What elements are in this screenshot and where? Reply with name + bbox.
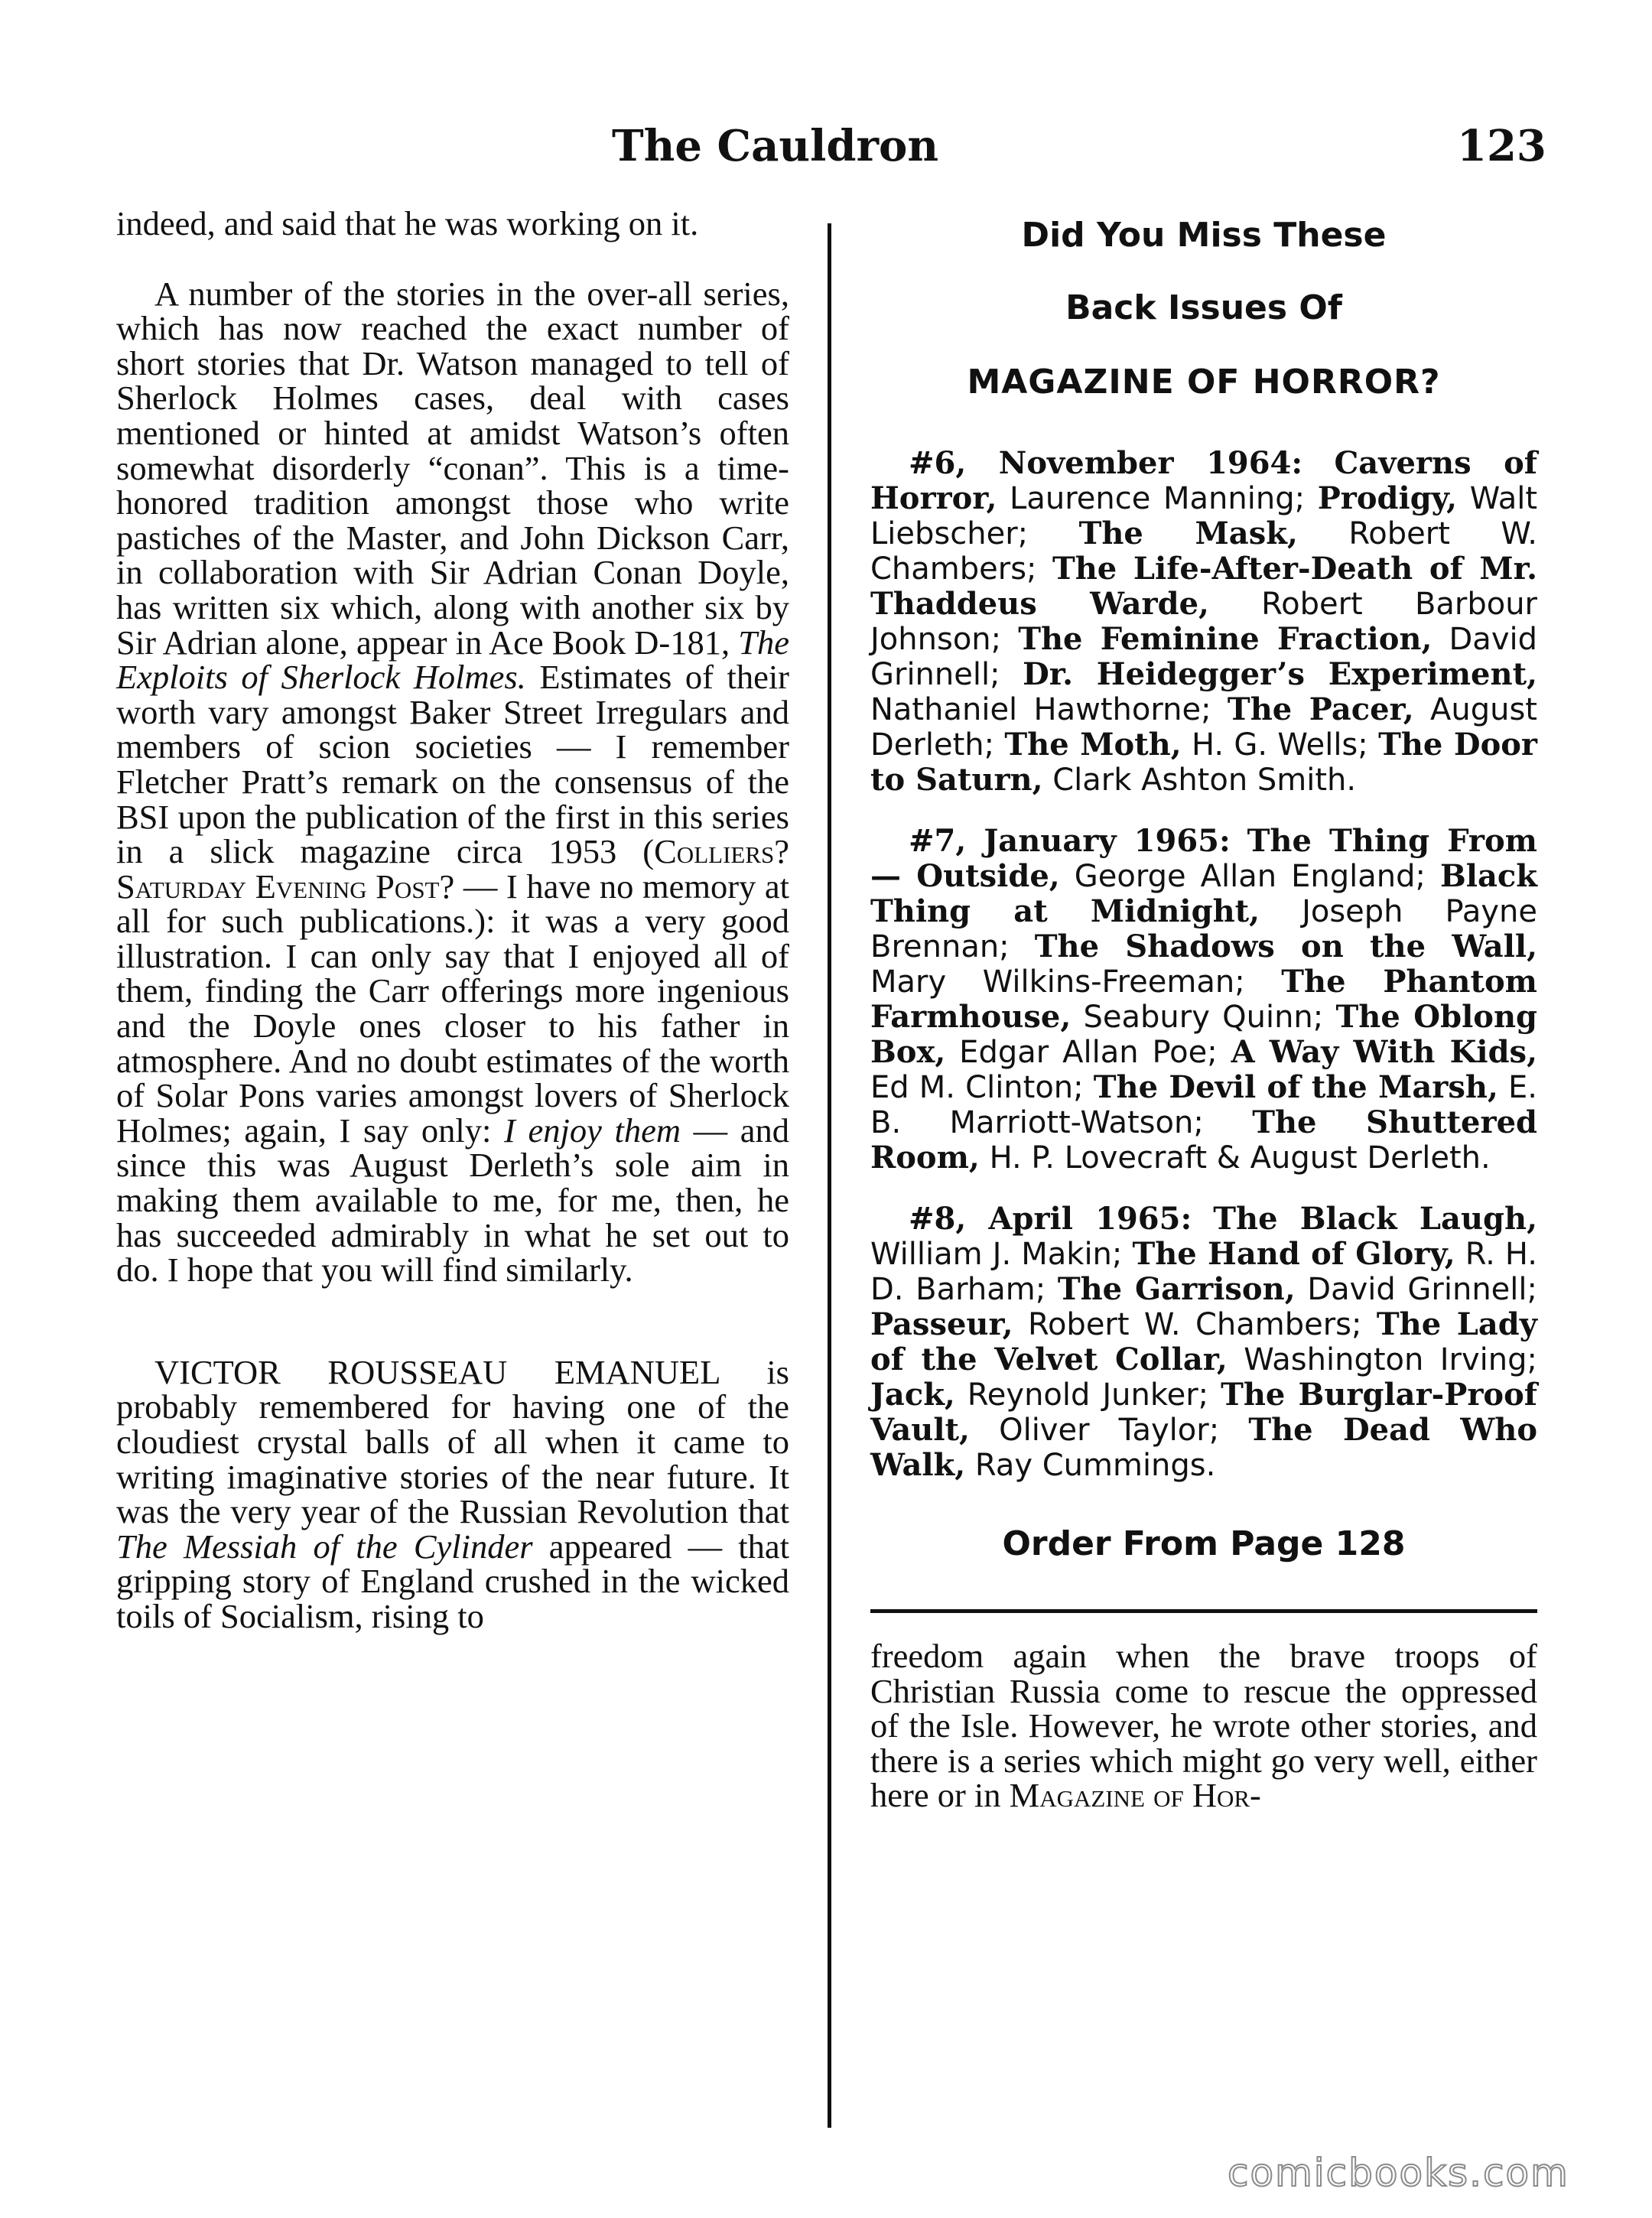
issue-listing: #8, April 1965: The Black Laugh, William J. Makin; The Hand of Glory, R. H. D. Barham; The Garrison, David Grinnell; Passeur, Robert W. Chambers; The Lady of the Velvet Collar, Washington Irving; Jack, Reynold Junker; The Burglar-Proof Vault, Oliver Taylor; The Dead Who Walk, Ray Cummings. [870, 1201, 1538, 1483]
paragraph-text: — and since this was August Derleth’s sole aim in making them available to me, for me, then, he has succeeded admirably in what he set out to do. I hope that you will find similarly. [116, 1111, 790, 1289]
ad-headline: Did You Miss These [1021, 216, 1387, 255]
issue-heading: #6, November 1964: [909, 445, 1303, 481]
magazine-name: Colliers? [654, 832, 789, 871]
magazine-name: Saturday Evening Post? [116, 867, 455, 906]
right-column [870, 207, 1537, 1813]
issue-listing: #7, January 1965: The Thing From — Outside, George Allan England; Black Thing at Midnight, Joseph Payne Brennan; The Shadows on the Wall, Mary Wilkins-Freeman; The Phantom Farmhouse, Seabury Quinn; The Oblong Box, Edgar Allan Poe; A Way With Kids, Ed M. Clinton; The Devil of the Marsh, E. B. Marriott-Watson; The Shuttered Room, H. P. Lovecraft & August Derleth. [870, 823, 1538, 1176]
page-number: 123 [1457, 121, 1546, 171]
emphasis-text: I enjoy them [504, 1111, 681, 1150]
order-notice: Order From Page 128 [1002, 1524, 1406, 1563]
watermark-text: comicbooks.com [1228, 2151, 1569, 2195]
story-title: The Messiah of the Cylinder [116, 1527, 533, 1566]
book-title: The Exploits of Sherlock Holmes. [116, 623, 789, 697]
issue-listing: #6, November 1964: Caverns of Horror, Laurence Manning; Prodigy, Walt Liebscher; The Mask, Robert W. Chambers; The Life-After-Death of Mr. Thaddeus Warde, Robert Barbour Johnson; The Feminine Fraction, David Grinnell; Dr. Heidegger’s Experiment, Nathaniel Hawthorne; The Pacer, August Derleth; The Moth, H. G. Wells; The Door to Saturn, Clark Ashton Smith. [870, 445, 1538, 798]
section-divider [870, 1609, 1537, 1613]
issue-heading: #7, January 1965: [909, 823, 1231, 859]
paragraph-text: — I have no memory at all for such publications.): it was a very good illustration. I can only say that I enjoyed all of them, finding the Carr offerings more ingenious and the Doyle ones closer to his father in atmosphere. And no doubt estimates of the worth of Solar Pons varies amongst lovers of Sherlock Holmes; again, I say only: [116, 867, 789, 1150]
paragraph-text: appeared — that gripping story of England crushed in the wicked toils of Socialism, rising to [116, 1527, 789, 1635]
issue-heading: #8, April 1965: [909, 1201, 1192, 1237]
left-column [116, 204, 790, 1635]
running-header-title: The Cauldron [612, 121, 939, 171]
paragraph-text: A number of the stories in the over-all series, which has now reached the exact number of short stories that Dr. Watson managed to tell of Sherlock Holmes cases, deal with cases mentioned or hinted at amidst Watson’s often somewhat disorderly “conan”. This is a time-honored tradition amongst those who write pastiches of the Master, and John Dickson Carr, in collaboration with Sir Adrian Conan Doyle, has written six which, along with another six by Sir Adrian alone, appear in Ace Book D-181, [116, 274, 789, 662]
paragraph-text: Estimates of their worth vary amongst Baker Street Irregulars and members of scion societies — I remember Fletcher Pratt’s remark on the consensus of the BSI upon the publication of the first in this series in a slick magazine circa 1953 ( [116, 658, 789, 871]
paragraph-text: VICTOR ROUSSEAU EMANUEL is probably remembered for having one of the cloudiest crystal balls of all when it came to writing imaginative stories of the near future. It was the very year of the Russian Revolution that [116, 1352, 789, 1531]
paragraph-continuation [870, 1639, 1537, 1813]
column-divider [828, 223, 831, 2128]
paragraph-victor-rousseau [116, 1352, 789, 1635]
magazine-name: Magazine of Hor- [1009, 1776, 1261, 1815]
ad-subheadline: Back Issues Of [1065, 288, 1342, 327]
paragraph-text: freedom again when the brave troops of Christian Russia come to rescue the oppressed of the Isle. However, he wrote other stories, and there is a series which might go very well, either here or in [870, 1637, 1537, 1815]
ad-magazine-title: MAGAZINE OF HORROR? [967, 363, 1441, 402]
paragraph-continued: indeed, and said that he was working on it. [116, 204, 699, 242]
paragraph-sherlock-pastiches [116, 274, 790, 1289]
